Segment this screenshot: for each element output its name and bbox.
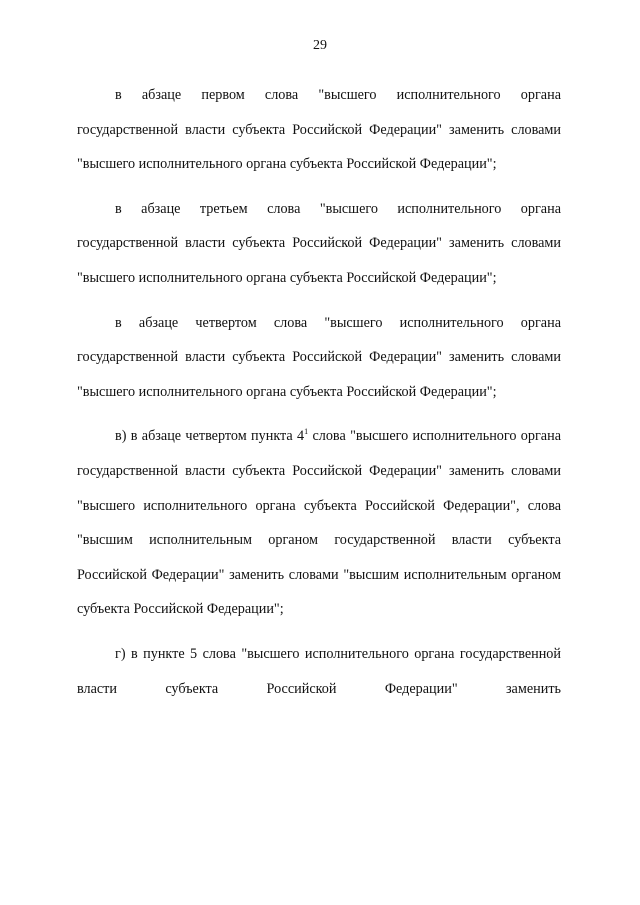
- paragraph-fourth-abzac: в абзаце четвертом слова "высшего исполнительного органа государственной власти субъекта Российской Федерации" заменить словами "высшего исполнительного органа субъекта Российской Федерации";: [77, 314, 561, 400]
- item-v-text-start: в) в абзаце четвертом пункта 4: [115, 428, 305, 445]
- paragraph-third-abzac: в абзаце третьем слова "высшего исполнительного органа государственной власти субъекта Российской Федерации" заменить словами "высшего исполнительного органа субъекта Российской Федерации";: [77, 200, 561, 286]
- paragraph-item-v: [77, 419, 561, 627]
- paragraph-item-g: г) в пункте 5 слова "высшего исполнительного органа государственной власти субъекта Российской Федерации" заменить: [77, 645, 561, 697]
- document-body: [77, 78, 561, 716]
- item-v-text-end: слова "высшего исполнительного органа государственной власти субъекта Российской Федерации" заменить словами "высшего исполнительного органа субъекта Российской Федерации", слова "высшим исполнительным органом государственной власти субъекта Российской Федерации" заменить словами "высшим исполнительным органом субъекта Российской Федерации";: [77, 428, 561, 618]
- paragraph-first-abzac: в абзаце первом слова "высшего исполнительного органа государственной власти субъекта Российской Федерации" заменить словами "высшего исполнительного органа субъекта Российской Федерации";: [77, 87, 561, 173]
- item-v-superscript: 1: [304, 427, 309, 437]
- page-number: 29: [313, 38, 327, 53]
